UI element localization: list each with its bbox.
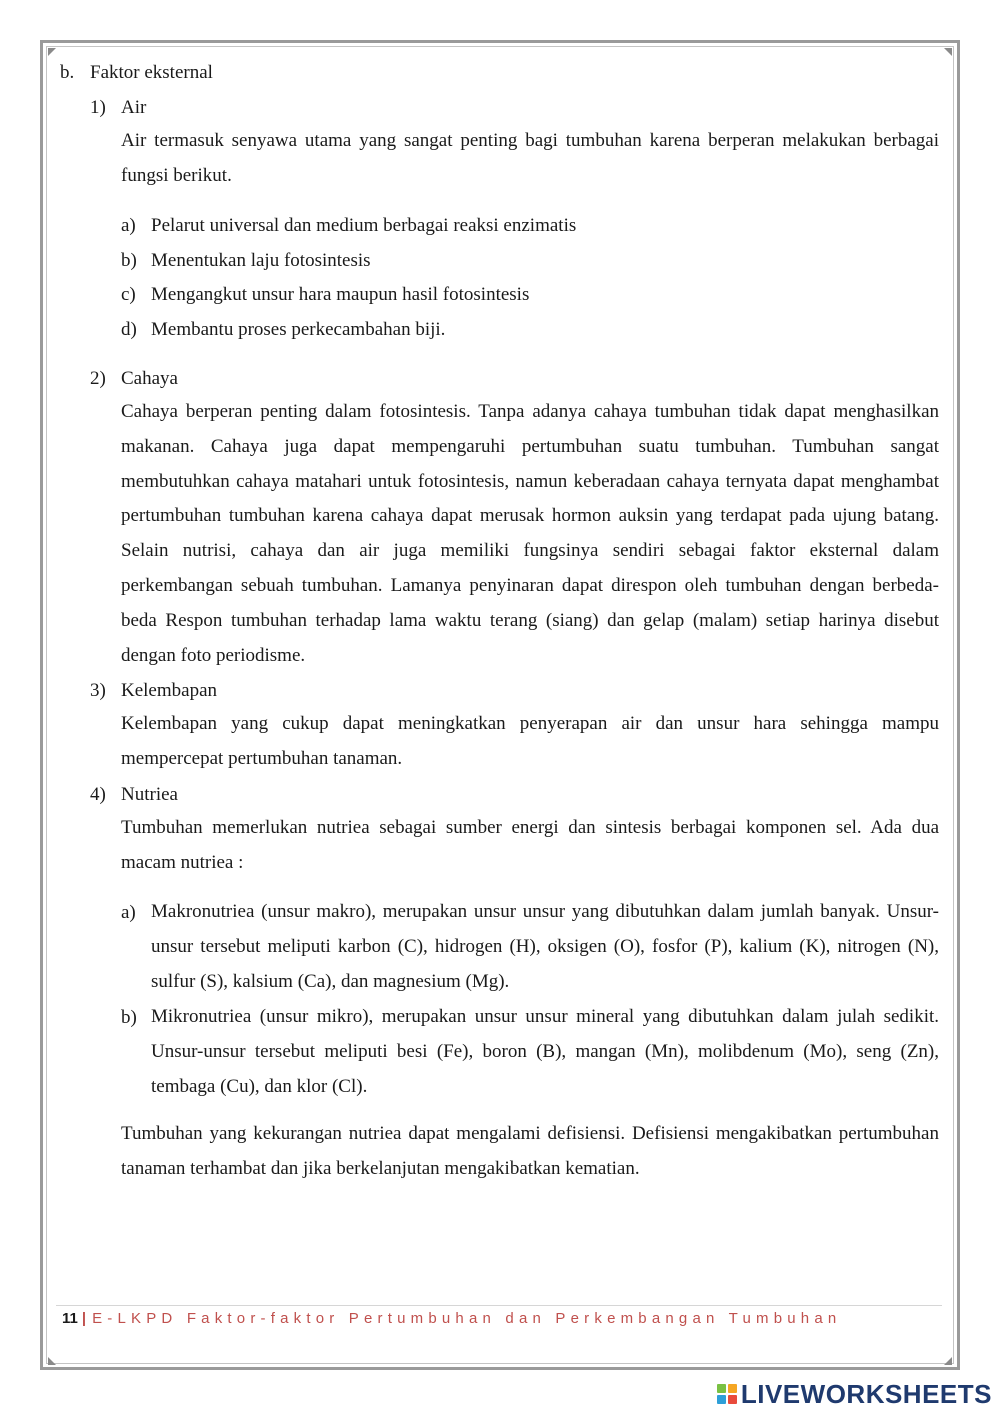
corner-ornament [48, 1357, 56, 1365]
section-title: Faktor eksternal [90, 62, 213, 83]
list-marker: a) [121, 215, 136, 236]
subsection-marker: 3) [90, 680, 106, 701]
footer-title: E-LKPD Faktor-faktor Pertumbuhan dan Perkembangan Tumbuhan [92, 1310, 842, 1327]
corner-ornament [944, 1357, 952, 1365]
nutriea-intro-paragraph: Tumbuhan memerlukan nutriea sebagai sumber energi dan sintesis berbagai komponen sel. Ada dua macam nutriea : [121, 817, 939, 873]
list-marker: b) [121, 250, 137, 271]
subsection-title: Kelembapan [121, 680, 218, 701]
list-marker: c) [121, 284, 136, 305]
list-item-text: Membantu proses perkecambahan biji. [151, 319, 446, 340]
subsection-marker: 2) [90, 368, 106, 389]
brand-name: LIVEWORKSHEETS [740, 1378, 992, 1409]
list-marker: b) [121, 1007, 137, 1028]
footer-separator: | [81, 1310, 87, 1327]
nutriea-closing-paragraph: Tumbuhan yang kekurangan nutriea dapat mengalami defisiensi. Defisiensi mengakibatkan pertumbuhan tanaman terhambat dan jika berkelanjutan mengakibatkan kematian. [121, 1123, 939, 1179]
subsection-marker: 1) [90, 97, 106, 118]
list-item-text: Mengangkut unsur hara maupun hasil fotosintesis [151, 284, 530, 305]
page-footer [62, 1310, 841, 1332]
page-number: 11 [62, 1310, 78, 1327]
corner-ornament [944, 48, 952, 56]
corner-ornament [48, 48, 56, 56]
kelembapan-paragraph: Kelembapan yang cukup dapat meningkatkan penyerapan air dan unsur hara sehingga mampu mempercepat pertumbuhan tanaman. [121, 713, 939, 769]
list-item-text: Makronutriea (unsur makro), merupakan unsur unsur yang dibutuhkan dalam jumlah banyak. Unsur-unsur tersebut meliputi karbon (C), hidrogen (H), oksigen (O), fosfor (P), kalium (K), nitrogen (N), sulfur (S), kalsium (Ca), dan magnesium (Mg). [151, 901, 939, 992]
section-marker: b. [60, 62, 75, 83]
subsection-title: Air [121, 97, 147, 118]
subsection-marker: 4) [90, 784, 106, 805]
air-intro-paragraph: Air termasuk senyawa utama yang sangat penting bagi tumbuhan karena berperan melakukan berbagai fungsi berikut. [121, 130, 939, 186]
list-item-text: Pelarut universal dan medium berbagai reaksi enzimatis [151, 215, 577, 236]
liveworksheets-logo [717, 1377, 992, 1411]
list-marker: a) [121, 902, 136, 923]
subsection-title: Cahaya [121, 368, 178, 389]
cahaya-paragraph: Cahaya berperan penting dalam fotosintesis. Tanpa adanya cahaya tumbuhan tidak dapat menghasilkan makanan. Cahaya juga dapat mempengaruhi pertumbuhan suatu tumbuhan. Tumbuhan sangat membutuhkan cahaya matahari untuk fotosintesis, namun keberadaan cahaya ternyata dapat menghambat pertumbuhan tumbuhan karena cahaya dapat merusak hormon auksin yang terdapat pada ujung batang. Selain nutrisi, cahaya dan air juga memiliki fungsinya sendiri sebagai faktor eksternal dalam perkembangan sebuah tumbuhan. Lamanya penyinaran dapat direspon oleh tumbuhan dengan berbeda-beda Respon tumbuhan terhadap lama waktu terang (siang) dan gelap (malam) setiap harinya disebut dengan foto periodisme. [121, 401, 939, 666]
list-marker: d) [121, 319, 137, 340]
footer-divider [56, 1305, 942, 1306]
list-item-text: Mikronutriea (unsur mikro), merupakan unsur unsur mineral yang dibutuhkan dalam julah sedikit. Unsur-unsur tersebut meliputi besi (Fe), boron (B), mangan (Mn), molibdenum (Mo), seng (Zn), tembaga (Cu), dan klor (Cl). [151, 1006, 939, 1097]
liveworksheets-logo-icon [717, 1384, 737, 1404]
subsection-title: Nutriea [121, 784, 178, 805]
list-item-text: Menentukan laju fotosintesis [151, 250, 371, 271]
